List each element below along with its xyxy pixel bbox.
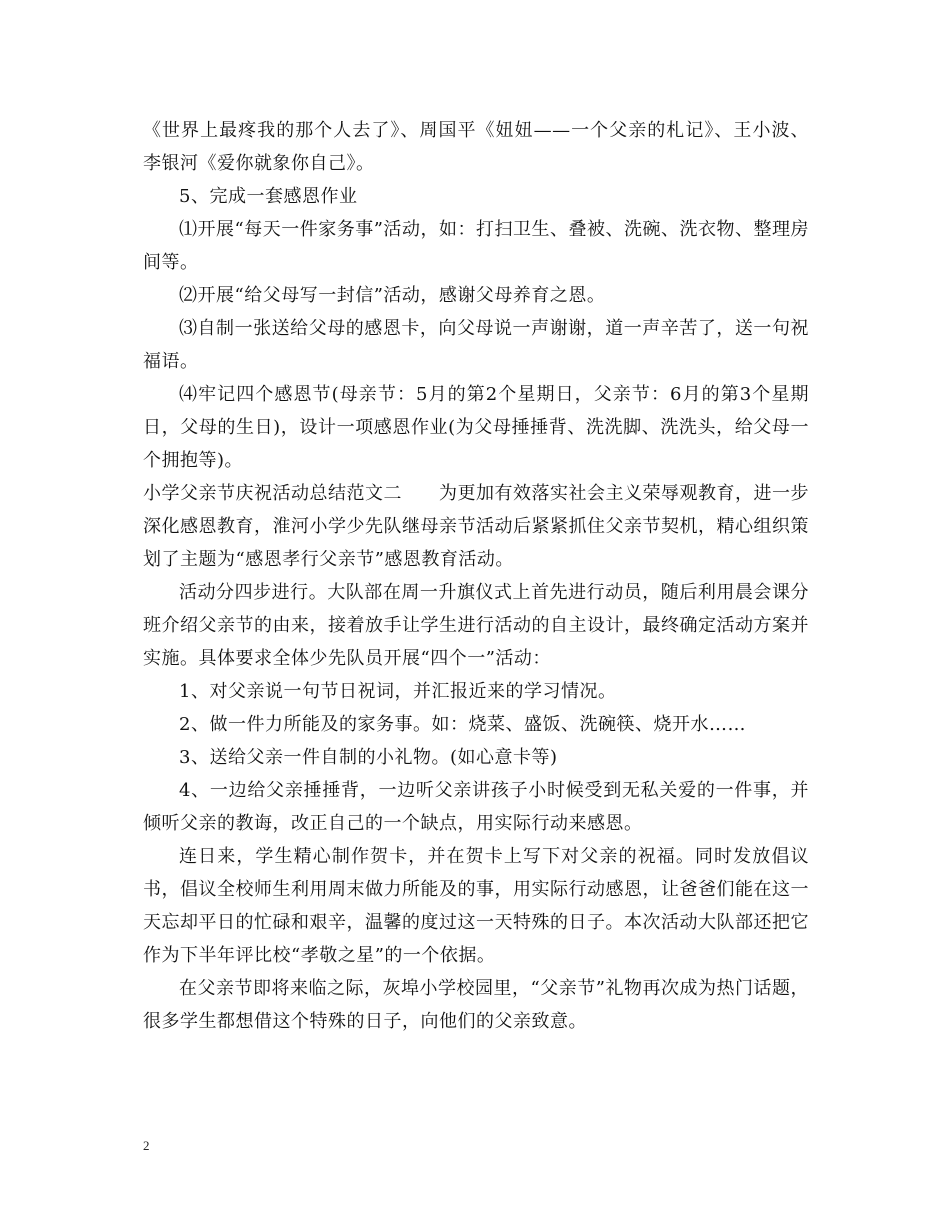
paragraph-activity-1: 1、对父亲说一句节日祝词，并汇报近来的学习情况。 — [179, 681, 617, 702]
paragraph-activity-3: 3、送给父亲一件自制的小礼物。(如心意卡等) — [179, 747, 558, 768]
page-number: 2 — [143, 1138, 150, 1153]
paragraph-book-list-continued: 《世界上最疼我的那个人去了》、周国平《妞妞——一个父亲的札记》、王小波、李银河《爱你就象你自己》。 — [143, 120, 809, 174]
paragraph-subitem-4: ⑷牢记四个感恩节(母亲节：5月的第2个星期日，父亲节：6月的第3个星期日，父母的生日)，设计一项感恩作业(为父母捶捶背、洗洗脚、洗洗头，给父母一个拥抱等)。 — [143, 384, 809, 471]
paragraph-subitem-3: ⑶自制一张送给父母的感恩卡，向父母说一声谢谢，道一声辛苦了，送一句祝福语。 — [143, 318, 809, 372]
paragraph-closing: 在父亲节即将来临之际，灰埠小学校园里，“父亲节”礼物再次成为热门话题，很多学生都想借这个特殊的日子，向他们的父亲致意。 — [143, 978, 809, 1032]
paragraph-greeting-cards: 连日来，学生精心制作贺卡，并在贺卡上写下对父亲的祝福。同时发放倡议书，倡议全校师生利用周末做力所能及的事，用实际行动感恩，让爸爸们能在这一天忘却平日的忙碌和艰辛，温馨的度过这一天特殊的日子。本次活动大队部还把它作为下半年评比校“孝敬之星”的一个依据。 — [143, 846, 809, 966]
paragraph-subitem-1: ⑴开展“每天一件家务事”活动，如：打扫卫生、叠被、洗碗、洗衣物、整理房间等。 — [143, 219, 809, 273]
paragraph-activity-4: 4、一边给父亲捶捶背，一边听父亲讲孩子小时候受到无私关爱的一件事，并倾听父亲的教诲，改正自己的一个缺点，用实际行动来感恩。 — [143, 780, 809, 834]
paragraph-activity-2: 2、做一件力所能及的家务事。如：烧菜、盛饭、洗碗筷、烧开水…… — [179, 714, 746, 735]
paragraph-sample-two-intro: 小学父亲节庆祝活动总结范文二 为更加有效落实社会主义荣辱观教育，进一步深化感恩教育，淮河小学少先队继母亲节活动后紧紧抓住父亲节契机，精心组织策划了主题为“感恩孝行父亲节”感恩教育活动。 — [143, 483, 809, 570]
paragraph-activity-steps: 活动分四步进行。大队部在周一升旗仪式上首先进行动员，随后利用晨会课分班介绍父亲节的由来，接着放手让学生进行活动的自主设计，最终确定活动方案并实施。具体要求全体少先队员开展“四个一”活动： — [143, 582, 809, 669]
document-body — [143, 114, 809, 1038]
paragraph-item-5-heading: 5、完成一套感恩作业 — [179, 186, 358, 207]
paragraph-subitem-2: ⑵开展“给父母写一封信”活动，感谢父母养育之恩。 — [179, 285, 606, 306]
